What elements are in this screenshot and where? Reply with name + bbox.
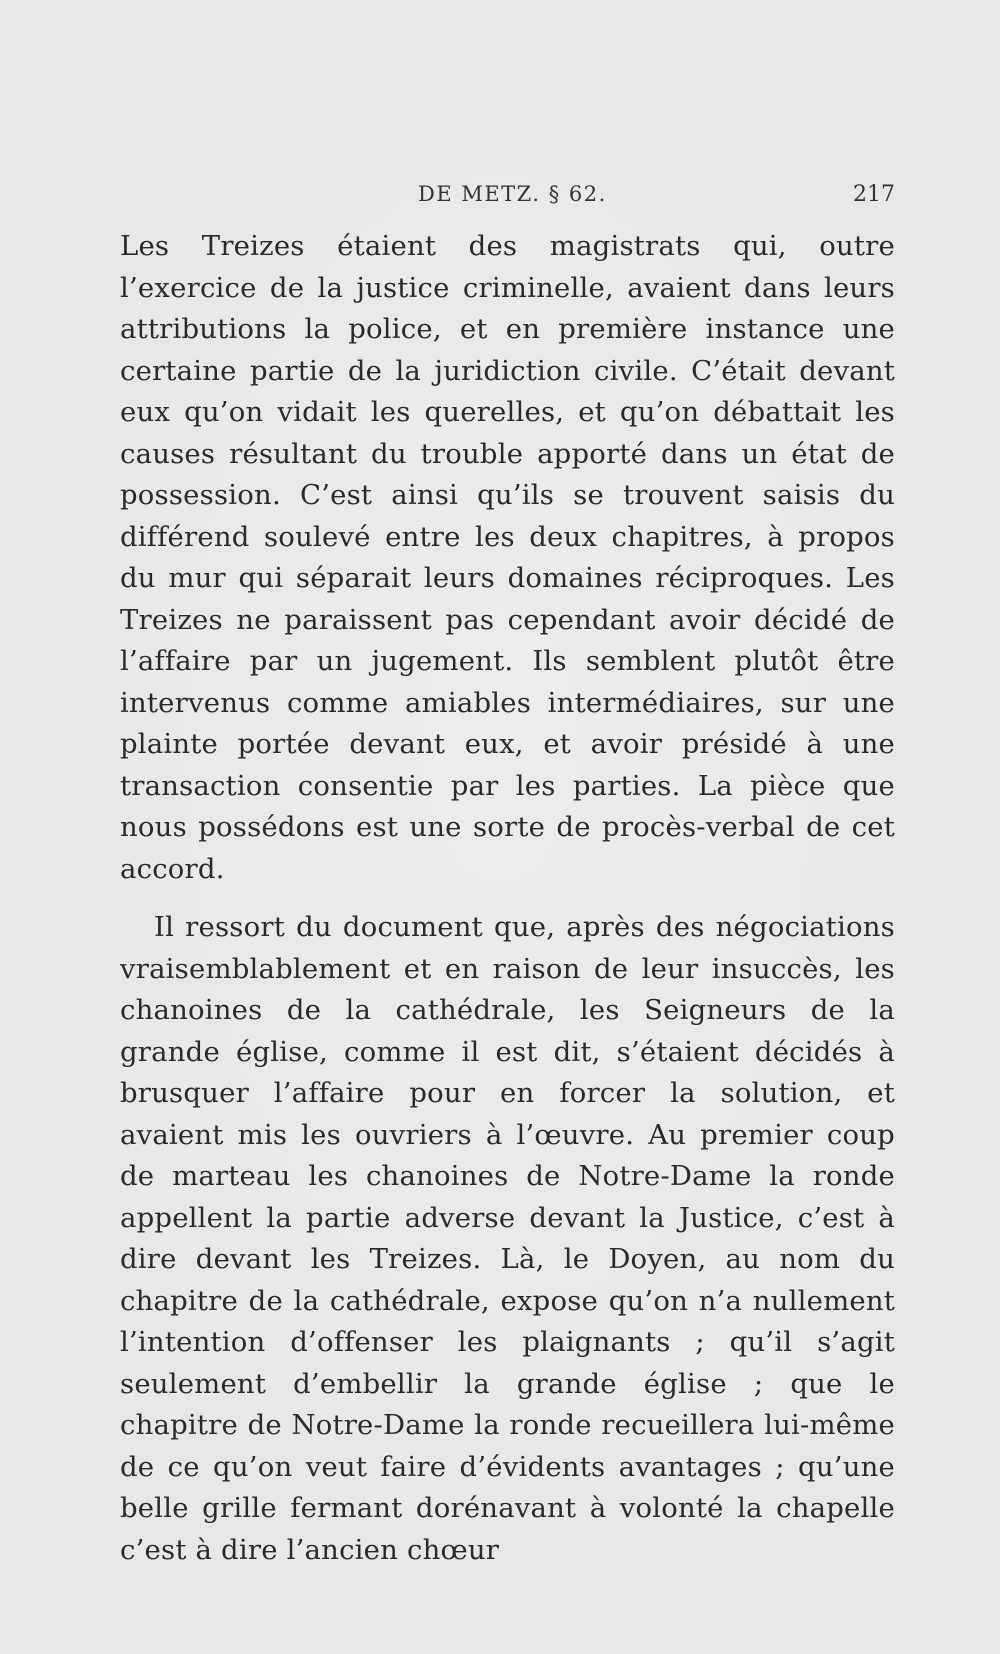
- page-number: 217: [853, 182, 895, 207]
- body-text: [120, 226, 895, 1571]
- paragraph-2: Il ressort du document que, après des négociations vraisemblablement et en raison de leur insuccès, les chanoines de la cathédrale, les Seigneurs de la grande église, comme il est dit, s’étaient décidés à brusquer l’affaire pour en forcer la solution, et avaient mis les ouvriers à l’œuvre. Au premier coup de marteau les chanoines de Notre-Dame la ronde appellent la partie adverse devant la Justice, c’est à dire devant les Treizes. Là, le Doyen, au nom du chapitre de la cathédrale, expose qu’on n’a nullement l’intention d’offenser les plaignants ; qu’il s’agit seulement d’embellir la grande église ; que le chapitre de Notre-Dame la ronde recueillera lui-même de ce qu’on veut faire d’évidents avantages ; qu’une belle grille fermant dorénavant à volonté la chapelle c’est à dire l’ancien chœur: [120, 911, 895, 1566]
- paragraph-1: Les Treizes étaient des magistrats qui, outre l’exercice de la justice criminelle, avaient dans leurs attributions la police, et en première instance une certaine partie de la juridiction civile. C’était devant eux qu’on vidait les querelles, et qu’on débattait les causes résultant du trouble apporté dans un état de possession. C’est ainsi qu’ils se trouvent saisis du différend soulevé entre les deux chapitres, à propos du mur qui séparait leurs domaines réciproques. Les Treizes ne paraissent pas cependant avoir décidé de l’affaire par un jugement. Ils semblent plutôt être intervenus comme amiables intermédiaires, sur une plainte portée devant eux, et avoir présidé à une transaction consentie par les parties. La pièce que nous possédons est une sorte de procès-verbal de cet accord.: [120, 230, 895, 885]
- running-title: DE METZ. § 62.: [418, 182, 607, 206]
- running-head: [120, 182, 895, 222]
